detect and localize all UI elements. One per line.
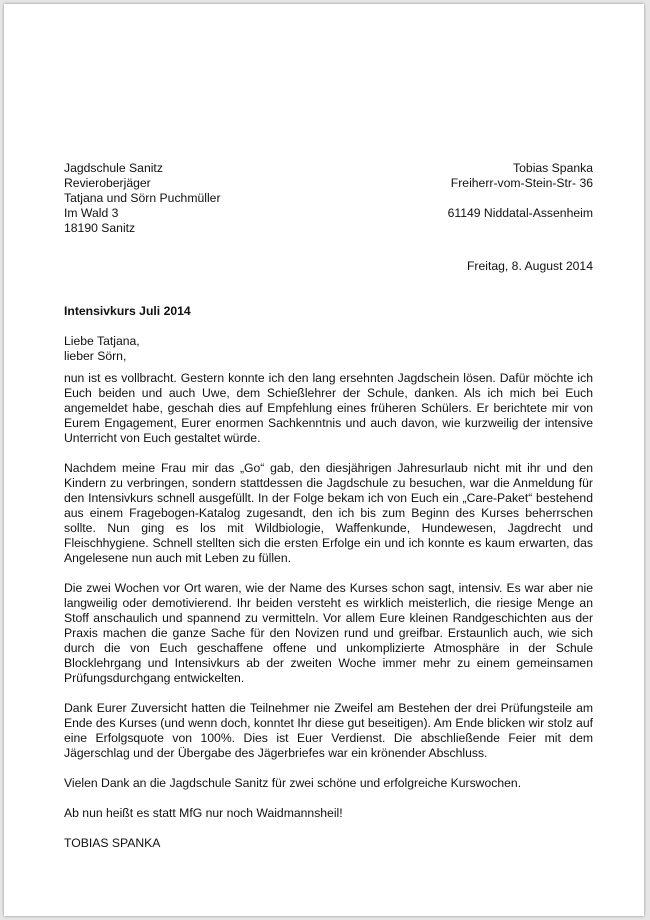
- sender-name: Jagdschule Sanitz: [64, 161, 163, 175]
- letter-body: [64, 371, 593, 866]
- recipient-city: 61149 Niddatal-Assenheim: [447, 206, 593, 220]
- paragraph-2: Nachdem meine Frau mir das „Go“ gab, den diesjährigen Jahresurlaub nicht mit ihr und den Kindern zu verbringen, sondern stattdessen die Jagdschule zu besuchen, war die Anmeldung für den Intensivkurs schnell ausgefüllt. In der Folge bekam ich von Euch ein „Care-Paket“ bestehend aus einem Fragebogen-Katalog zugesandt, den ich bis zum Beginn des Kurses beherrschen sollte. Nun ging es los mit Wildbiologie, Waffenkunde, Hundewesen, Jagdrecht und Fleischhygiene. Schnell stellten sich die ersten Erfolge ein und ich konnte es kaum erwarten, das Angelesene nun auch mit Leben zu füllen.: [64, 461, 593, 565]
- paragraph-4: Dank Eurer Zuversicht hatten die Teilnehmer nie Zweifel am Bestehen der drei Prüfungsteile am Ende des Kurses (und wenn doch, konntet Ihr diese gut beseitigen). Am Ende blicken wir stolz auf eine Erfolgsquote von 100%. Dies ist Euer Verdienst. Die abschließende Feier mit dem Jägerschlag und der Übergabe des Jägerbriefes war ein krönender Abschluss.: [64, 701, 593, 760]
- paragraph-1: nun ist es vollbracht. Gestern konnte ich den lang ersehnten Jagdschein lösen. Dafür möchte ich Euch beiden und auch Uwe, dem Schießlehrer der Schule, danken. Als ich mich bei Euch angemeldet habe, geschah dies auf Empfehlung eines früheren Schülers. Er berichtete mir von Eurem Engagement, Eurer enormen Sachkenntnis und auch davon, wie kurzweilig der intensive Unterricht von Euch gestaltet würde.: [64, 371, 593, 445]
- sender-title: Revieroberjäger: [64, 176, 151, 190]
- paragraph-3: Die zwei Wochen vor Ort waren, wie der Name des Kurses schon sagt, intensiv. Es war aber nie langweilig oder demotivierend. Ihr beiden versteht es wirklich meisterlich, die riesige Menge an Stoff anschaulich und spannend zu vermitteln. Vor allem Eure kleinen Randgeschichten aus der Praxis machen die ganze Sache für den Novizen rund und greifbar. Erstaunlich auch, wie sich durch die von Euch geschaffene offene und unkomplizierte Atmosphäre in der Schule Blocklehrgang und Intensivkurs ab der zweiten Woche immer mehr zu einem gemeinsamen Prüfungsdurchgang entwickelten.: [64, 581, 593, 685]
- sender-street: Im Wald 3: [64, 206, 119, 220]
- recipient-name: Tobias Spanka: [513, 161, 593, 175]
- sender-city: 18190 Sanitz: [64, 221, 136, 235]
- address-spacer: [353, 191, 593, 206]
- sender-persons: Tatjana und Sörn Puchmüller: [64, 191, 221, 205]
- letter-subject: Intensivkurs Juli 2014: [64, 304, 191, 318]
- salutation-line-2: lieber Sörn,: [64, 349, 127, 363]
- letter-date: Freitag, 8. August 2014: [466, 259, 593, 273]
- paragraph-5: Vielen Dank an die Jagdschule Sanitz für zwei schöne und erfolgreiche Kurswochen.: [64, 776, 522, 790]
- salutation: [64, 334, 140, 364]
- salutation-line-1: Liebe Tatjana,: [64, 334, 140, 348]
- recipient-address: [353, 161, 593, 221]
- sender-address: [64, 161, 344, 236]
- letter-page: [4, 4, 644, 916]
- recipient-street: Freiherr-vom-Stein-Str- 36: [450, 176, 593, 190]
- paragraph-6: Ab nun heißt es statt MfG nur noch Waidmannsheil!: [64, 806, 343, 820]
- signature: TOBIAS SPANKA: [64, 836, 161, 850]
